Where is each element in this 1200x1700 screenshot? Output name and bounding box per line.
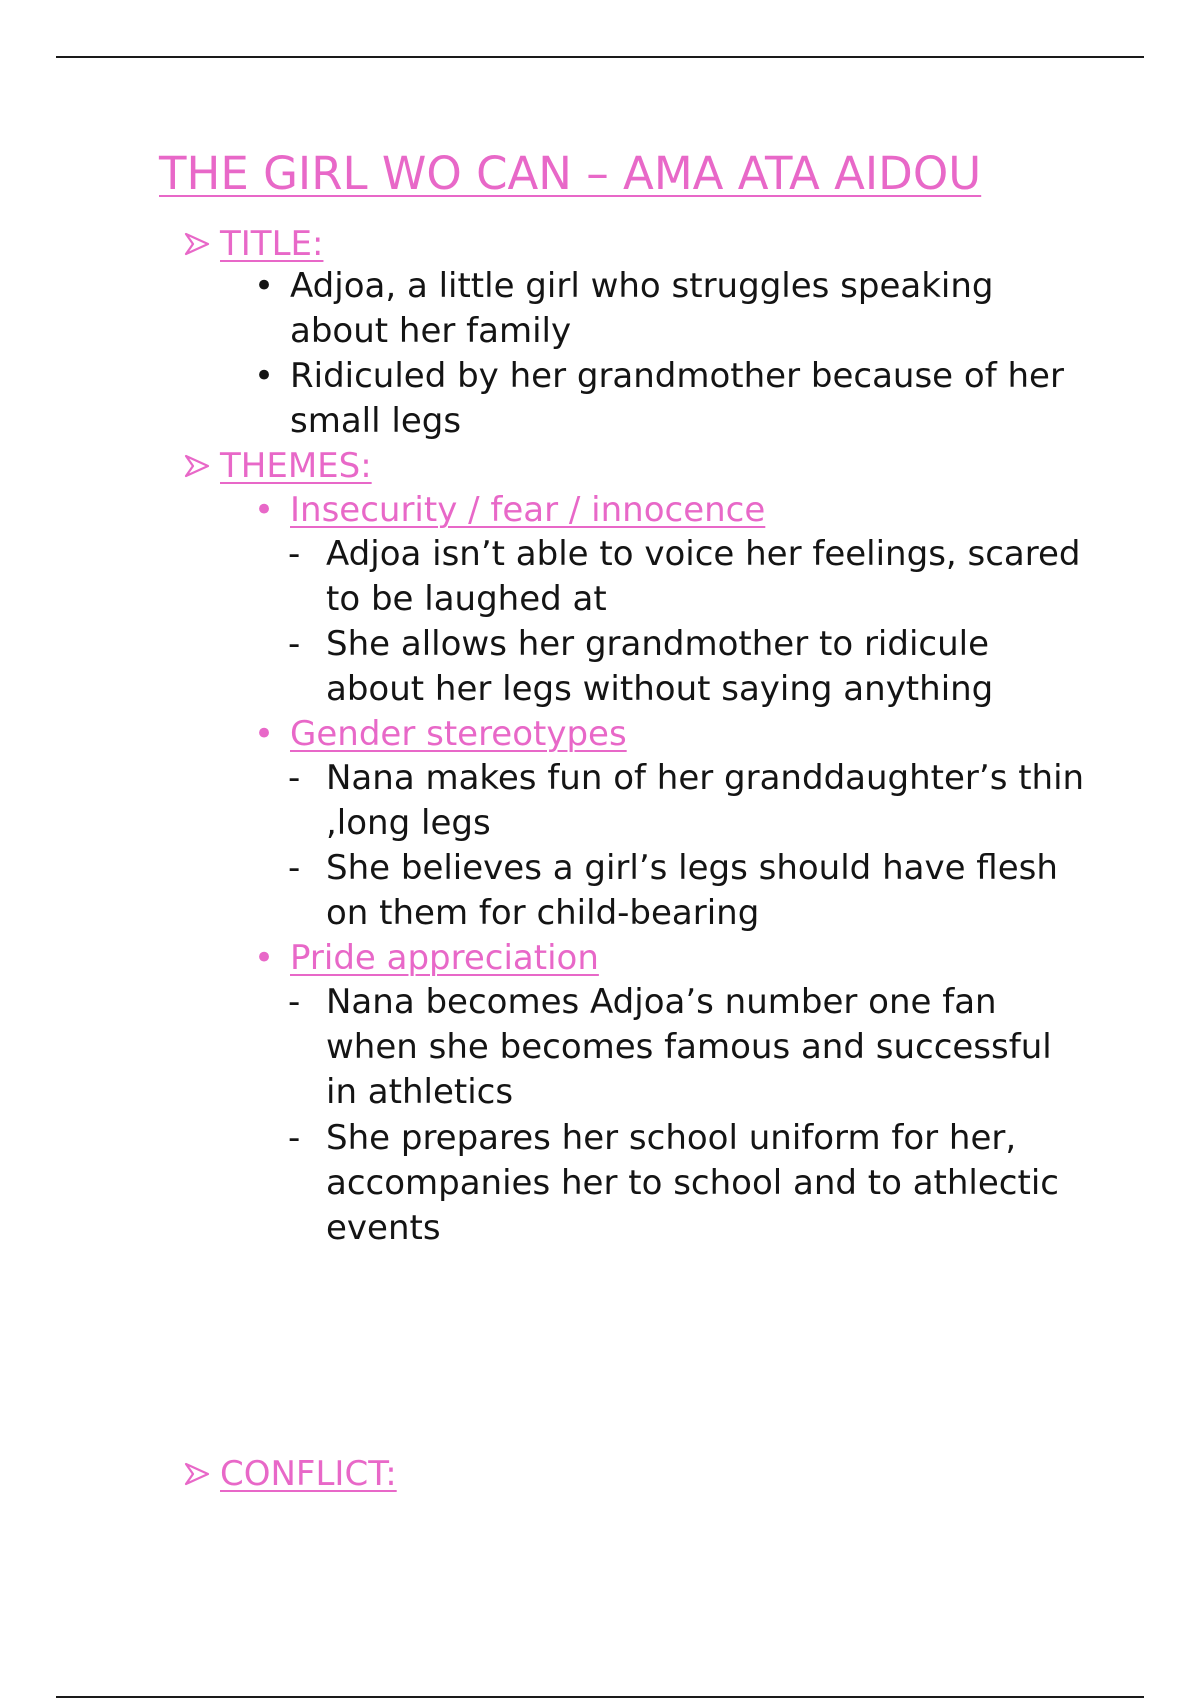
list-item-text: She allows her grandmother to ridicule about her legs without saying anything [326, 624, 994, 709]
list-item-text: Nana makes fun of her granddaughter’s thin ,long legs [326, 758, 1085, 843]
bullet-marker: • [253, 938, 275, 978]
list-item-text: Adjoa, a little girl who struggles speaking about her family [290, 266, 994, 351]
dash-marker: - [288, 758, 301, 798]
arrow-bullet-icon [182, 1459, 212, 1489]
list-item-text: Adjoa isn’t able to voice her feelings, scared to be laughed at [326, 534, 1081, 619]
bullet-marker: • [253, 490, 275, 530]
dash-marker: - [288, 624, 301, 664]
theme-label: Pride appreciation [290, 938, 599, 978]
bottom-rule [56, 1696, 1144, 1698]
dash-marker: - [288, 982, 301, 1022]
dash-marker: - [288, 1118, 301, 1158]
list-item-text: Ridiculed by her grandmother because of her small legs [290, 356, 1064, 441]
arrow-bullet-icon [182, 229, 212, 259]
section-heading-title [182, 222, 323, 266]
theme-label: Gender stereotypes [290, 714, 627, 754]
arrow-bullet-icon [182, 451, 212, 481]
section-heading-label: TITLE: [220, 224, 324, 264]
section-heading-themes [182, 444, 372, 488]
dash-marker: - [288, 534, 301, 574]
bullet-marker: • [253, 356, 275, 396]
section-heading-label: THEMES: [220, 446, 372, 486]
top-rule [56, 56, 1144, 58]
document-title: THE GIRL WO CAN – AMA ATA AIDOU [159, 147, 982, 200]
section-heading-label: CONFLICT: [220, 1454, 397, 1494]
dash-marker: - [288, 848, 301, 888]
bullet-marker: • [253, 714, 275, 754]
theme-label: Insecurity / fear / innocence [290, 490, 766, 530]
list-item-text: She believes a girl’s legs should have flesh on them for child-bearing [326, 848, 1058, 933]
list-item-text: She prepares her school uniform for her, accompanies her to school and to athlectic events [326, 1118, 1059, 1248]
list-item-text: Nana becomes Adjoa’s number one fan when she becomes famous and successful in athletics [326, 982, 1052, 1112]
bullet-marker: • [253, 266, 275, 306]
section-heading-conflict [182, 1452, 397, 1496]
